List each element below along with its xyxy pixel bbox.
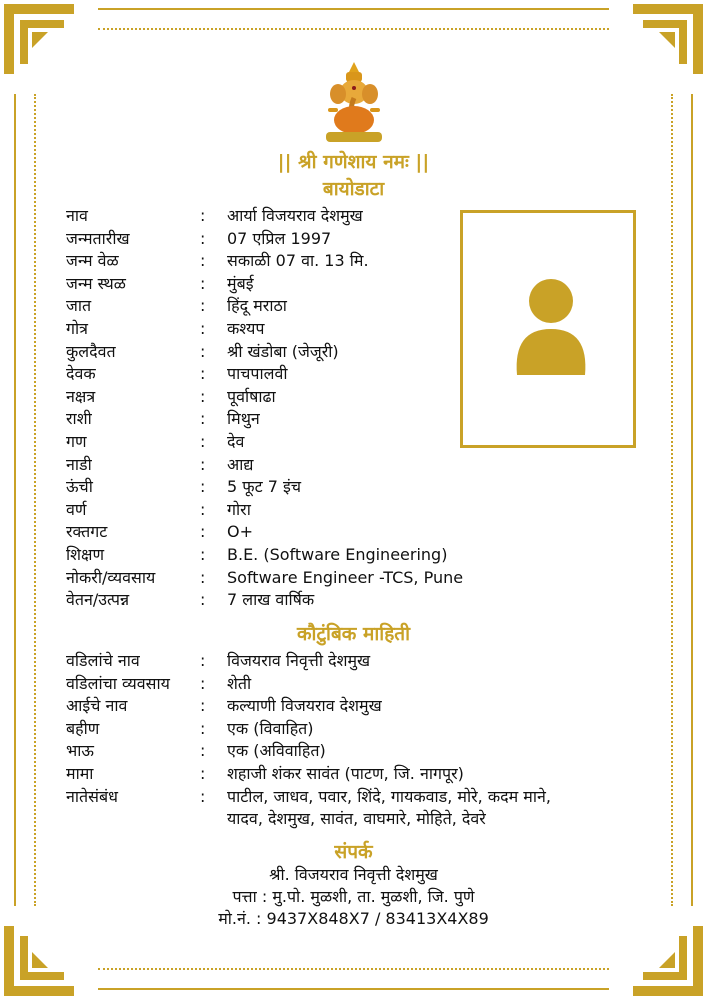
detail-value: आर्या विजयराव देशमुख	[227, 206, 363, 225]
family-label: आईचे नाव	[66, 696, 128, 716]
detail-label: वर्ण	[66, 499, 87, 519]
family-label: मामा	[66, 763, 94, 783]
detail-colon: :	[200, 318, 206, 338]
detail-label: रक्तगट	[66, 522, 108, 542]
contact-address: पत्ता : मु.पो. मुळशी, ता. मुळशी, जि. पुणे	[232, 887, 475, 906]
detail-label: जन्म स्थळ	[66, 273, 126, 293]
family-label: बहीण	[66, 718, 100, 738]
detail-label: शिक्षण	[66, 544, 105, 564]
bottom-dotted-line	[98, 968, 609, 970]
detail-colon: :	[200, 273, 206, 293]
family-value: शेती	[227, 673, 252, 693]
detail-label: राशी	[66, 409, 92, 429]
detail-label: गोत्र	[66, 318, 88, 338]
detail-value: 07 एप्रिल 1997	[227, 228, 332, 248]
detail-label: जन्मतारीख	[66, 228, 130, 248]
family-colon: :	[200, 673, 206, 693]
detail-colon: :	[200, 409, 206, 429]
detail-value: मिथुन	[227, 409, 260, 429]
detail-label: नक्षत्र	[66, 386, 96, 406]
family-colon: :	[200, 763, 206, 783]
mantra-heading: || श्री गणेशाय नमः ||	[277, 151, 430, 173]
corner-ornament-bottom-left	[4, 920, 80, 996]
detail-colon: :	[200, 431, 206, 451]
detail-colon: :	[200, 454, 206, 474]
right-dotted-line	[671, 94, 673, 906]
detail-value: सकाळी 07 वा. 13 मि.	[227, 251, 369, 271]
detail-label: कुलदैवत	[66, 341, 116, 361]
family-colon: :	[200, 741, 206, 761]
detail-colon: :	[200, 228, 206, 248]
family-value: शहाजी शंकर सावंत (पाटण, जि. नागपूर)	[227, 763, 464, 783]
family-label: भाऊ	[66, 741, 94, 761]
family-value: विजयराव निवृत्ती देशमुख	[227, 651, 371, 670]
detail-label: देवक	[66, 364, 96, 384]
detail-label: गण	[66, 431, 87, 451]
family-value: एक (अविवाहित)	[227, 741, 326, 761]
detail-value: हिंदू मराठा	[227, 296, 287, 316]
family-colon: :	[200, 651, 206, 670]
left-border-line	[14, 94, 16, 906]
family-label: वडिलांचे नाव	[66, 651, 140, 670]
contact-phone: मो.नं. : 9437X848X7 / 83413X4X89	[218, 909, 489, 928]
detail-value: मुंबई	[227, 273, 254, 293]
detail-colon: :	[200, 522, 206, 542]
contact-block	[0, 864, 707, 930]
family-colon: :	[200, 718, 206, 738]
detail-label: नाव	[66, 206, 88, 225]
contact-name: श्री. विजयराव निवृत्ती देशमुख	[269, 865, 438, 884]
family-label: नातेसंबंध	[66, 786, 118, 806]
detail-colon: :	[200, 544, 206, 564]
detail-value: Software Engineer -TCS, Pune	[227, 567, 464, 587]
person-placeholder-icon	[511, 279, 591, 375]
detail-value: 5 फूट 7 इंच	[227, 477, 302, 497]
detail-value: श्री खंडोबा (जेजूरी)	[227, 341, 339, 361]
detail-value: पाचपालवी	[227, 364, 288, 384]
family-value: पाटील, जाधव, पवार, शिंदे, गायकवाड, मोरे, कदम माने, यादव, देशमुख, सावंत, वाघमारे, मोहिते, देवरे	[227, 786, 551, 829]
top-border-line	[98, 8, 609, 10]
contact-section-title: संपर्क	[334, 841, 373, 863]
corner-ornament-top-left	[4, 4, 80, 80]
family-value: एक (विवाहित)	[227, 718, 314, 738]
corner-ornament-top-right	[627, 4, 703, 80]
detail-value: कश्यप	[227, 318, 265, 338]
detail-colon: :	[200, 364, 206, 384]
photo-frame	[460, 210, 636, 448]
detail-label: ऊंची	[66, 477, 93, 497]
detail-colon: :	[200, 296, 206, 316]
top-dotted-line	[98, 28, 609, 30]
family-label: वडिलांचा व्यवसाय	[66, 673, 170, 693]
detail-colon: :	[200, 206, 206, 225]
family-section-title: कौटुंबिक माहिती	[296, 623, 411, 645]
detail-colon: :	[200, 590, 206, 610]
detail-value: B.E. (Software Engineering)	[227, 544, 448, 564]
left-dotted-line	[34, 94, 36, 906]
family-colon: :	[200, 696, 206, 716]
detail-label: वेतन/उत्पन्न	[66, 590, 130, 610]
ganesha-icon	[318, 62, 390, 144]
family-value: कल्याणी विजयराव देशमुख	[227, 696, 382, 716]
detail-colon: :	[200, 477, 206, 497]
detail-colon: :	[200, 341, 206, 361]
family-colon: :	[200, 786, 206, 806]
biodata-title: बायोडाटा	[322, 178, 385, 200]
right-border-line	[691, 94, 693, 906]
detail-value: देव	[227, 431, 245, 451]
detail-label: जात	[66, 296, 92, 316]
detail-colon: :	[200, 499, 206, 519]
detail-label: नोकरी/व्यवसाय	[66, 567, 156, 587]
detail-label: जन्म वेळ	[66, 251, 119, 271]
detail-colon: :	[200, 251, 206, 271]
detail-value: O+	[227, 522, 253, 542]
detail-value: आद्य	[227, 454, 254, 474]
detail-colon: :	[200, 386, 206, 406]
corner-ornament-bottom-right	[627, 920, 703, 996]
bottom-border-line	[98, 988, 609, 990]
detail-value: पूर्वाषाढा	[227, 386, 276, 406]
detail-label: नाडी	[66, 454, 92, 474]
detail-colon: :	[200, 567, 206, 587]
detail-value: 7 लाख वार्षिक	[227, 590, 315, 610]
detail-value: गोरा	[227, 499, 251, 519]
